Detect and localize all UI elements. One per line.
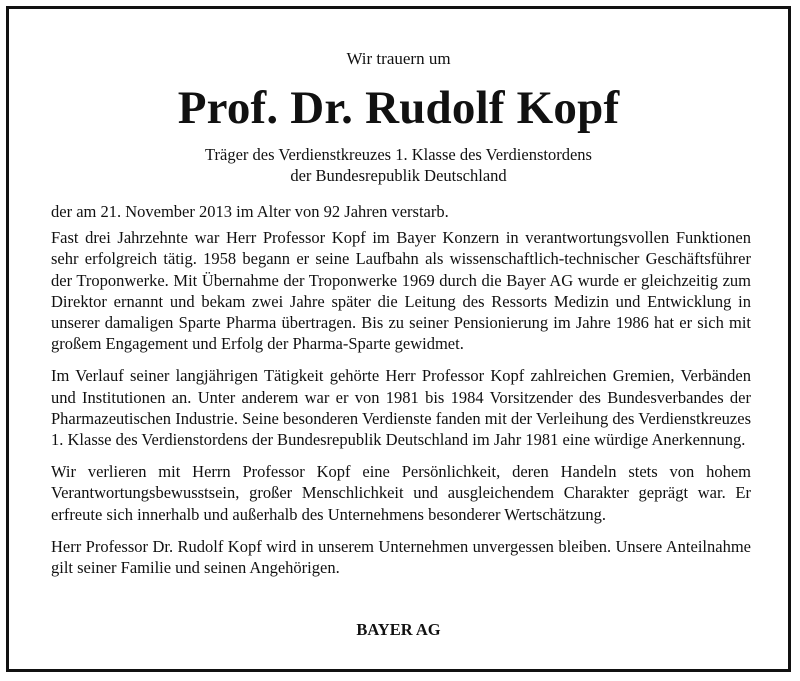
personality-paragraph: Wir verlieren mit Herrn Professor Kopf eine Persönlichkeit, deren Handeln stets von hohem Verantwortungsbewusstsein, großer Menschlichkeit und ausgleichendem Charakter geprägt war. Er erfreute sich innerhalb und außerhalb des Unternehmens besonderer Wertschätzung. [51,462,751,524]
closing-paragraph: Herr Professor Dr. Rudolf Kopf wird in unserem Unternehmen unvergessen bleiben. Unsere Anteilnahme gilt seiner Familie und seinen Angehörigen. [51,536,751,578]
career-paragraph: Fast drei Jahrzehnte war Herr Professor Kopf im Bayer Konzern in verantwortungsvollen Funktionen sehr erfolgreich tätig. 1958 begann er seine Laufbahn als wissenschaftlich-technischer Geschäftsführer der Troponwerke. Mit Übernahme der Troponwerke 1969 durch die Bayer AG wurde er gleichzeitig zum Direktor ernannt und bekam zwei Jahre später die Leitung des Ressorts Medizin und Entwicklung in unserer damaligen Sparte Pharma übertragen. Bis zu seiner Pensionierung im Jahre 1986 hat er sich mit großem Engagement und Erfolg der Pharma-Sparte gewidmet. [51,228,751,354]
honor-text [9,144,788,186]
activities-paragraph: Im Verlauf seiner langjährigen Tätigkeit gehörte Herr Professor Kopf zahlreichen Gremien, Verbänden und Institutionen an. Unter anderem war er von 1981 bis 1984 Vorsitzender des Bundesverbandes der Pharmazeutischen Industrie. Seine besonderen Verdienste fanden mit der Verleihung des Verdienstkreuzes 1. Klasse des Verdienstordens der Bundesrepublik Deutschland im Jahr 1981 eine würdige Anerkennung. [51,366,751,450]
obituary-notice [6,6,791,672]
honor-line-1: Träger des Verdienstkreuzes 1. Klasse des Verdienstordens [205,145,592,164]
deceased-name: Prof. Dr. Rudolf Kopf [177,82,620,134]
honor-line-2: der Bundesrepublik Deutschland [290,166,507,185]
notice-body [51,201,751,589]
intro-line: Wir trauern um [346,49,451,68]
company-signature: BAYER AG [356,620,441,639]
death-date-paragraph: der am 21. November 2013 im Alter von 92 Jahren verstarb. [51,202,449,221]
